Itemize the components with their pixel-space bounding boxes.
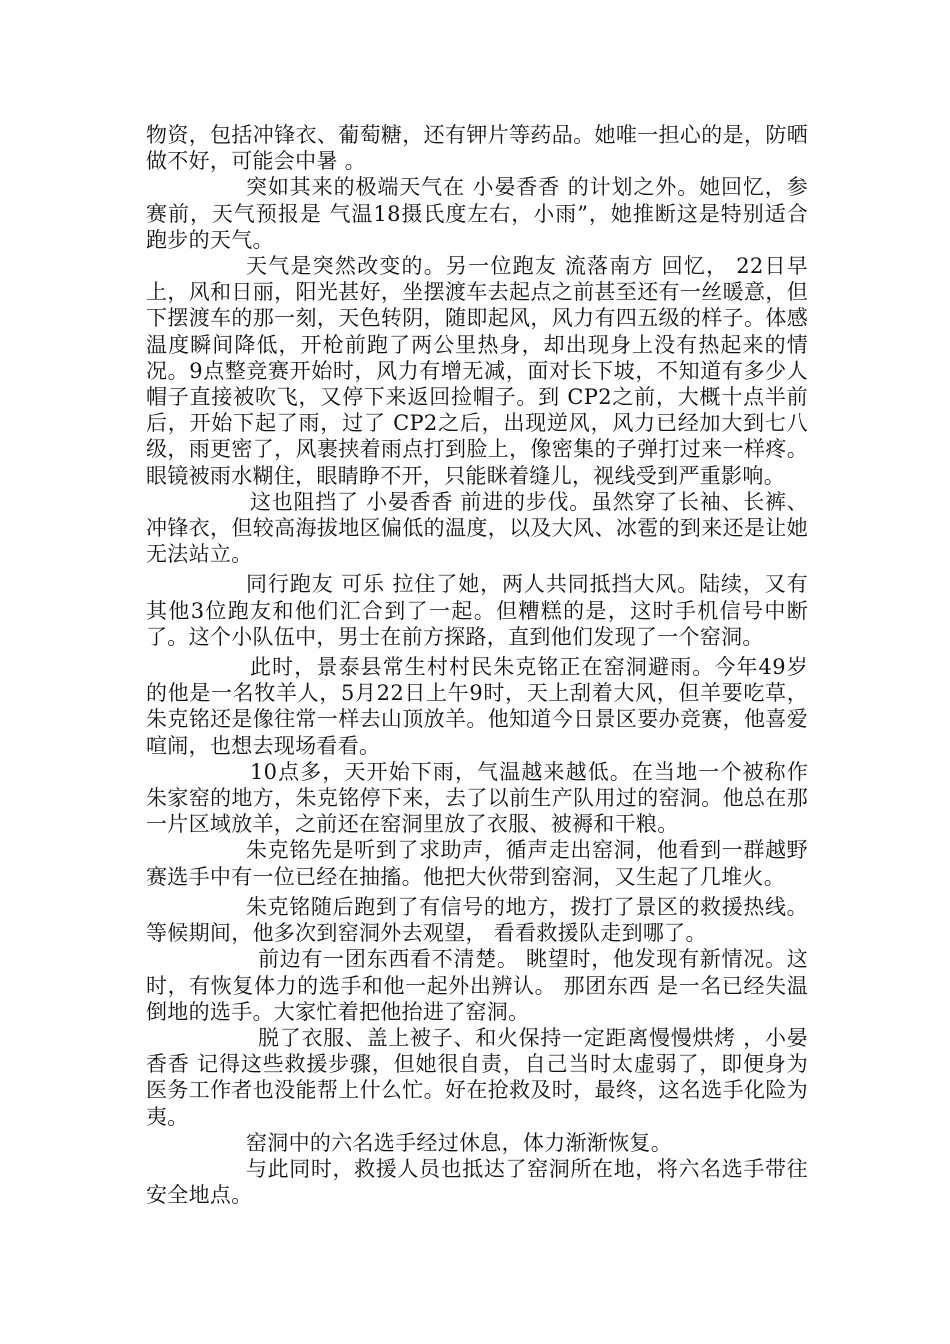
- document-page: [146, 122, 808, 1208]
- paragraph-11: 脱了衣服、盖上被子、和火保持一定距离慢慢烘烤 ，小晏香香 记得这些救援步骤，但她很自责，自己当时太虚弱了，即便身为医务工作者也没能帮上什么忙。好在抢救及时，最终，这名选手化险为夷。: [146, 1025, 808, 1129]
- paragraph-13: 与此同时，救援人员也抵达了窑洞所在地，将六名选手带往安全地点。: [146, 1156, 808, 1208]
- paragraph-3: 天气是突然改变的。另一位跑友 流落南方 回忆， 22日早上，风和日丽，阳光甚好，坐摆渡车去起点之前甚至还有一丝暖意，但下摆渡车的那一刻，天色转阴，随即起风，风力有四五级的样子。体感温度瞬间降低，开枪前跑了两公里热身，却出现身上没有热起来的情况。9点整竞赛开始时，风力有增无减，面对长下坡，不知道有多少人帽子直接被吹飞，又停下来返回捡帽子。到 CP2之前，大概十点半前后，开始下起了雨，过了 CP2之后，出现逆风，风力已经加大到七八级，雨更密了，风裹挟着雨点打到脸上，像密集的子弹打过来一样疼。眼镜被雨水糊住，眼睛睁不开，只能眯着缝儿，视线受到严重影响。: [146, 254, 808, 488]
- paragraph-6: 此时，景泰县常生村村民朱克铭正在窑洞避雨。今年49岁的他是一名牧羊人，5月22日上午9时，天上刮着大风，但羊要吃草，朱克铭还是像往常一样去山顶放羊。他知道今日景区要办竞赛，他喜爱喧闹，也想去现场看看。: [146, 655, 808, 758]
- paragraph-7: 10点多，天开始下雨，气温越来越低。在当地一个被称作朱家窑的地方，朱克铭停下来，去了以前生产队用过的窑洞。他总在那一片区域放羊，之前还在窑洞里放了衣服、被褥和干粮。: [146, 759, 808, 837]
- paragraph-2: 突如其来的极端天气在 小晏香香 的计划之外。她回忆，参赛前，天气预报是 气温18摄氏度左右，小雨”，她推断这是特别适合跑步的天气。: [146, 175, 808, 252]
- paragraph-4: 这也阻挡了 小晏香香 前进的步伐。虽然穿了长袖、长裤、冲锋衣，但较高海拔地区偏低的温度，以及大风、冰雹的到来还是让她无法站立。: [146, 489, 808, 567]
- paragraph-9: 朱克铭随后跑到了有信号的地方，拨打了景区的救援热线。等候期间，他多次到窑洞外去观望， 看看救援队走到哪了。: [146, 894, 808, 946]
- paragraph-10: 前边有一团东西看不清楚。 眺望时，他发现有新情况。这时，有恢复体力的选手和他一起外出辨认。 那团东西 是一名已经失温倒地的选手。大家忙着把他抬进了窑洞。: [146, 947, 808, 1024]
- paragraph-12: 窑洞中的六名选手经过休息，体力渐渐恢复。: [246, 1130, 672, 1155]
- paragraph-1: 物资，包括冲锋衣、葡萄糖，还有钾片等药品。她唯一担心的是，防晒做不好，可能会中暑 。: [146, 123, 808, 174]
- paragraph-8: 朱克铭先是听到了求助声，循声走出窑洞，他看到一群越野赛选手中有一位已经在抽搐。他把大伙带到窑洞，又生起了几堆火。: [146, 838, 808, 889]
- paragraph-5: 同行跑友 可乐 拉住了她，两人共同抵挡大风。陆续，又有其他3位跑友和他们汇合到了一起。但糟糕的是，这时手机信号中断了。这个小队伍中，男士在前方探路，直到他们发现了一个窑洞。: [146, 572, 808, 649]
